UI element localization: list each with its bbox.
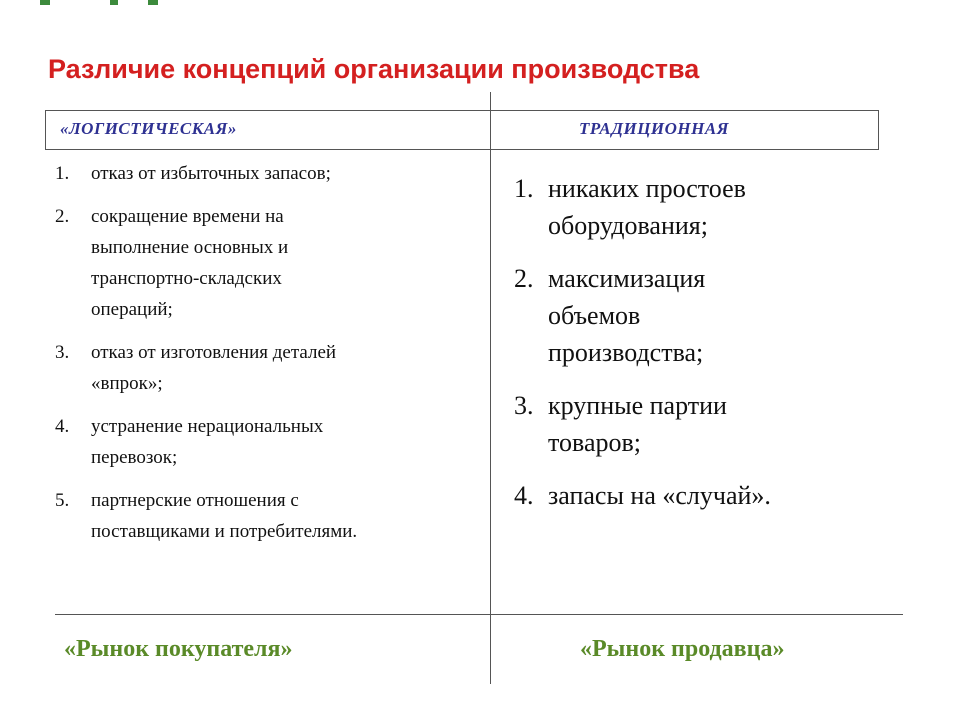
item-text: устранение нерациональных [91, 416, 324, 437]
item-text: производства; [548, 338, 704, 367]
item-number: 2. [514, 264, 534, 293]
row-divider [55, 614, 903, 615]
list-item [514, 260, 894, 371]
item-text: крупные партии [548, 391, 727, 420]
item-text: отказ от изготовления деталей [91, 342, 337, 363]
item-text: максимизация [548, 264, 706, 293]
column-header-logistic: «ЛОГИСТИЧЕСКАЯ» [60, 119, 237, 138]
logistic-list [55, 158, 485, 547]
list-item [55, 158, 485, 189]
item-text: выполнение основных и [91, 237, 289, 258]
list-item [514, 170, 894, 244]
column-header-traditional: ТРАДИЦИОННАЯ [579, 119, 729, 138]
list-item [55, 485, 485, 547]
item-number: 2. [55, 206, 70, 227]
item-text: оборудования; [548, 211, 708, 240]
item-number: 4. [55, 416, 70, 437]
item-text: товаров; [548, 428, 641, 457]
item-number: 4. [514, 481, 534, 510]
list-item [55, 411, 485, 473]
column-divider [490, 92, 491, 684]
item-text: запасы на «случай». [548, 481, 771, 510]
item-number: 3. [514, 391, 534, 420]
item-text: никаких простоев [548, 174, 746, 203]
item-text: транспортно-складских [91, 268, 282, 289]
top-decoration [40, 0, 160, 6]
item-text: «впрок»; [91, 373, 163, 394]
item-text: операций; [91, 299, 173, 320]
item-text: объемов [548, 301, 641, 330]
list-item [55, 337, 485, 399]
list-item [514, 477, 894, 514]
item-number: 1. [514, 174, 534, 203]
seller-market-label: «Рынок продавца» [580, 636, 785, 662]
item-number: 5. [55, 490, 70, 511]
item-text: партнерские отношения с [91, 490, 299, 511]
page-title: Различие концепций организации производства [48, 54, 700, 84]
item-text: перевозок; [91, 447, 178, 468]
item-number: 3. [55, 342, 70, 363]
list-item [514, 387, 894, 461]
item-text: сокращение времени на [91, 206, 284, 227]
item-number: 1. [55, 163, 70, 184]
item-text: отказ от избыточных запасов; [91, 163, 331, 184]
traditional-list [514, 170, 894, 514]
list-item [55, 201, 485, 325]
item-text: поставщиками и потребителями. [91, 521, 358, 542]
buyer-market-label: «Рынок покупателя» [64, 636, 293, 662]
